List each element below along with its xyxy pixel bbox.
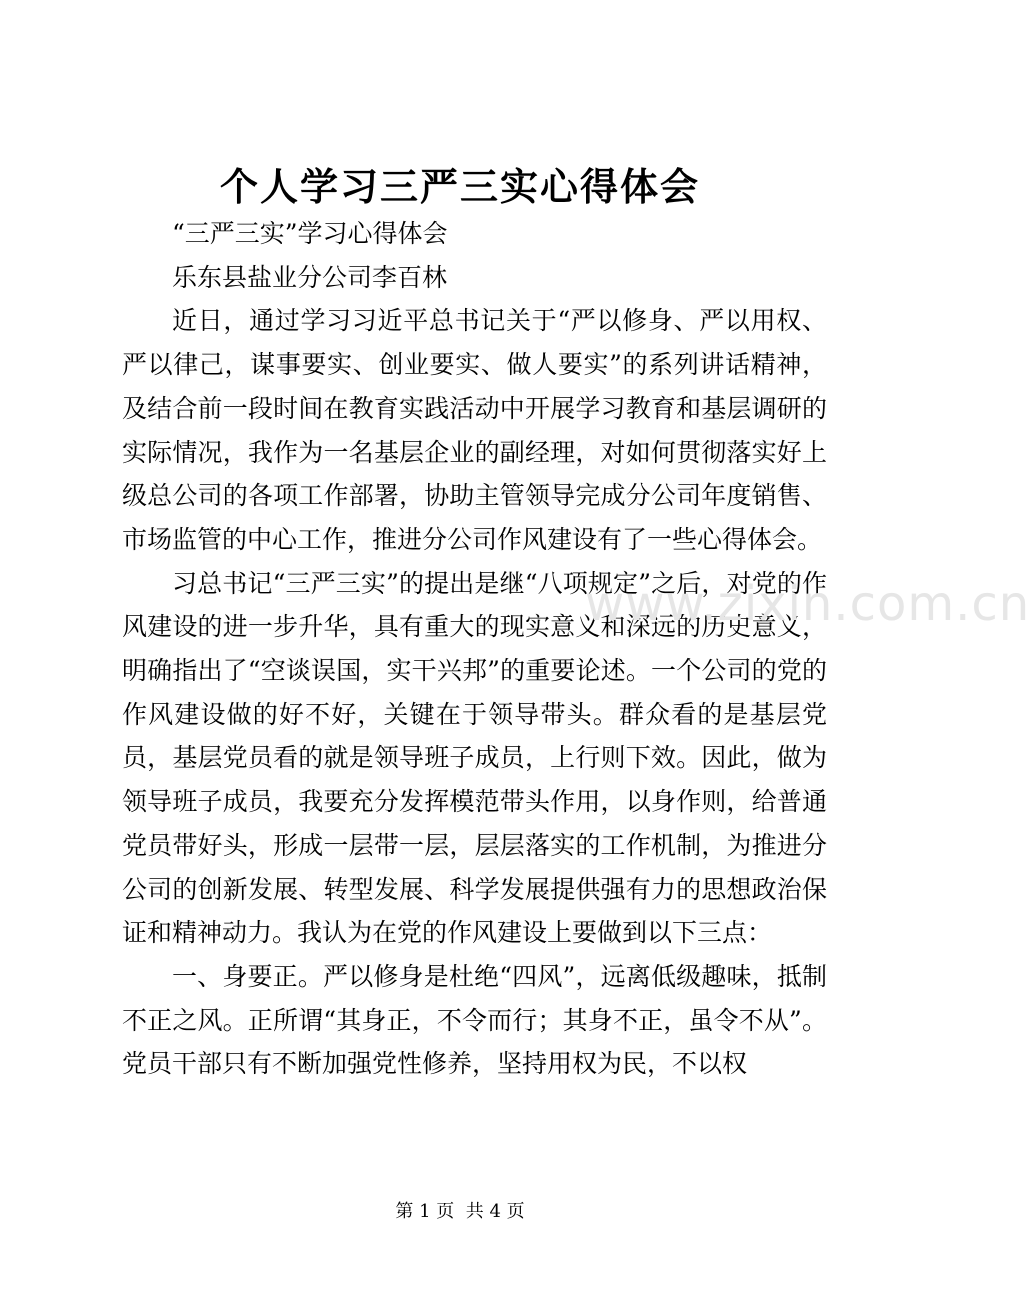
paragraph-point-one: 一、身要正。严以修身是杜绝“四风”，远离低级趣味，抵制不正之风。正所谓“其身正，不令而行；其身不正，虽令不从”。党员干部只有不断加强党性修养，坚持用权为民，不以权	[122, 961, 827, 1079]
paragraph-subtitle: “三严三实”学习心得体会	[172, 219, 448, 248]
paragraph-author: 乐东县盐业分公司李百林	[172, 262, 448, 292]
page-number-current: 第 1 页	[395, 1201, 455, 1222]
watermark-text: www.zixin.com.cn	[585, 576, 1030, 632]
page-number-total: 共 4 页	[465, 1201, 525, 1222]
document-body	[122, 212, 827, 1086]
paragraph-main: 习总书记“三严三实”的提出是继“八项规定”之后，对党的作风建设的进一步升华，具有重大的现实意义和深远的历史意义，明确指出了“空谈误国，实干兴邦”的重要论述。一个公司的党的作风建设做的好不好，关键在于领导带头。群众看的是基层党员，基层党员看的就是领导班子成员，上行则下效。因此，做为领导班子成员，我要充分发挥模范带头作用，以身作则，给普通党员带好头，形成一层带一层，层层落实的工作机制，为推进分公司的创新发展、转型发展、科学发展提供强有力的思想政治保证和精神动力。我认为在党的作风建设上要做到以下三点：	[122, 568, 827, 948]
document-title: 个人学习三严三实心得体会	[219, 164, 700, 209]
paragraph-intro: 近日，通过学习习近平总书记关于“严以修身、严以用权、严以律己，谋事要实、创业要实、做人要实”的系列讲话精神，及结合前一段时间在教育实践活动中开展学习教育和基层调研的实际情况，我作为一名基层企业的副经理，对如何贯彻落实好上级总公司的各项工作部署，协助主管领导完成分公司年度销售、市场监管的中心工作，推进分公司作风建设有了一些心得体会。	[122, 306, 827, 554]
page-footer	[0, 1199, 920, 1225]
